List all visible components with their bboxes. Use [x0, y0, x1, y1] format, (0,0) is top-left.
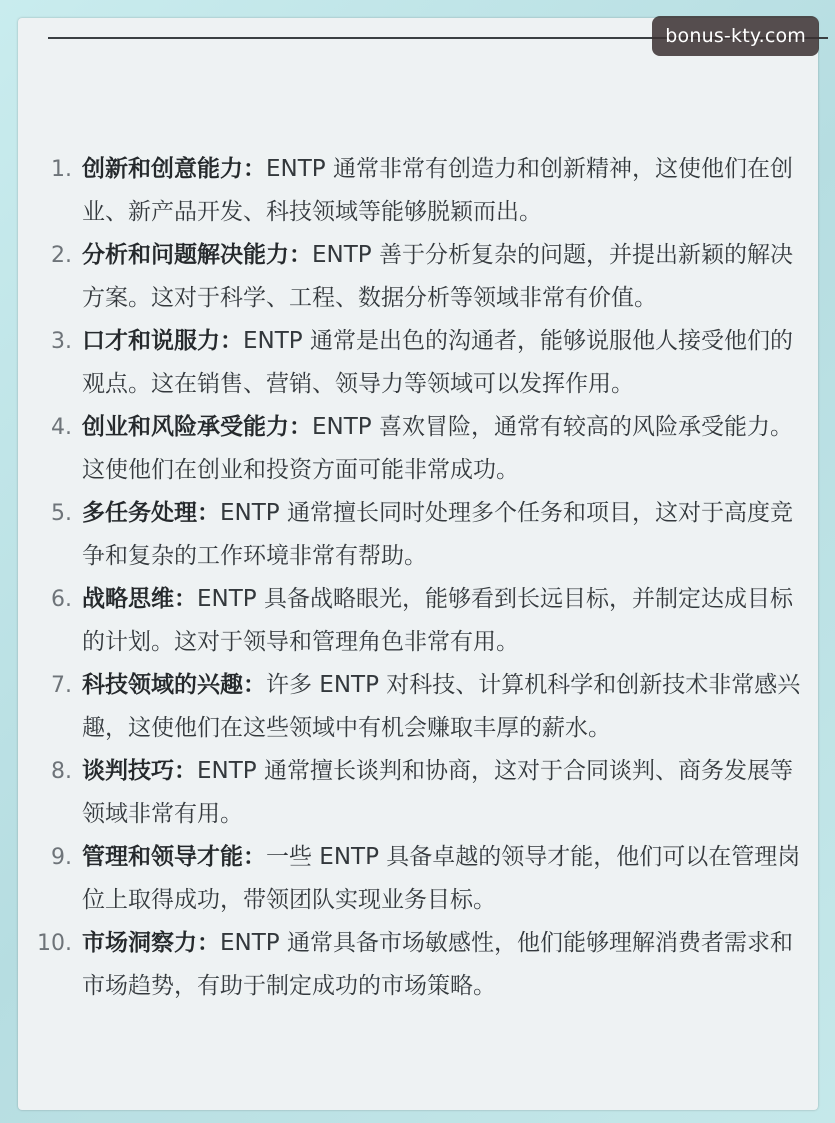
item-term: 创新和创意能力：	[82, 156, 266, 182]
list-item	[0, 320, 835, 406]
item-term: 管理和领导才能：	[82, 844, 266, 870]
item-number: 8.	[51, 759, 72, 784]
list-item	[0, 234, 835, 320]
list-item	[0, 406, 835, 492]
item-description: 许多 ENTP 对科技、计算机科学和创新技术非常感兴趣，这使他们在这些领域中有机会赚取丰厚的薪水。	[82, 672, 801, 741]
item-description: ENTP 善于分析复杂的问题，并提出新颖的解决方案。这对于科学、工程、数据分析等领域非常有价值。	[82, 242, 793, 311]
item-description: ENTP 喜欢冒险，通常有较高的风险承受能力。这使他们在创业和投资方面可能非常成功。	[82, 414, 793, 483]
item-description: ENTP 通常擅长同时处理多个任务和项目，这对于高度竞争和复杂的工作环境非常有帮助。	[82, 500, 793, 569]
list-item	[0, 148, 835, 234]
item-number: 3.	[51, 329, 72, 354]
watermark-badge: bonus-kty.com	[652, 16, 819, 56]
item-number: 4.	[51, 415, 72, 440]
item-term: 科技领域的兴趣：	[82, 672, 266, 698]
item-term: 分析和问题解决能力：	[82, 242, 312, 268]
item-term: 战略思维：	[82, 586, 197, 612]
list-item	[0, 578, 835, 664]
item-term: 市场洞察力：	[82, 930, 220, 956]
item-number: 10.	[37, 931, 72, 956]
item-description: ENTP 具备战略眼光，能够看到长远目标，并制定达成目标的计划。这对于领导和管理角色非常有用。	[82, 586, 793, 655]
item-term: 谈判技巧：	[82, 758, 197, 784]
item-description: 一些 ENTP 具备卓越的领导才能，他们可以在管理岗位上取得成功，带领团队实现业务目标。	[82, 844, 801, 913]
item-description: ENTP 通常非常有创造力和创新精神，这使他们在创业、新产品开发、科技领域等能够脱颖而出。	[82, 156, 793, 225]
list-item	[0, 664, 835, 750]
item-term: 创业和风险承受能力：	[82, 414, 312, 440]
item-number: 1.	[51, 157, 72, 182]
list-item	[0, 922, 835, 1008]
item-term: 多任务处理：	[82, 500, 220, 526]
item-term: 口才和说服力：	[82, 328, 243, 354]
item-number: 2.	[51, 243, 72, 268]
item-description: ENTP 通常是出色的沟通者，能够说服他人接受他们的观点。这在销售、营销、领导力等领域可以发挥作用。	[82, 328, 793, 397]
item-number: 9.	[51, 845, 72, 870]
item-number: 5.	[51, 501, 72, 526]
list-item	[0, 836, 835, 922]
item-number: 6.	[51, 587, 72, 612]
item-number: 7.	[51, 673, 72, 698]
item-description: ENTP 通常擅长谈判和协商，这对于合同谈判、商务发展等领域非常有用。	[82, 758, 793, 827]
list-item	[0, 750, 835, 836]
list-item	[0, 492, 835, 578]
trait-list	[0, 148, 835, 1008]
item-description: ENTP 通常具备市场敏感性，他们能够理解消费者需求和市场趋势，有助于制定成功的市场策略。	[82, 930, 793, 999]
